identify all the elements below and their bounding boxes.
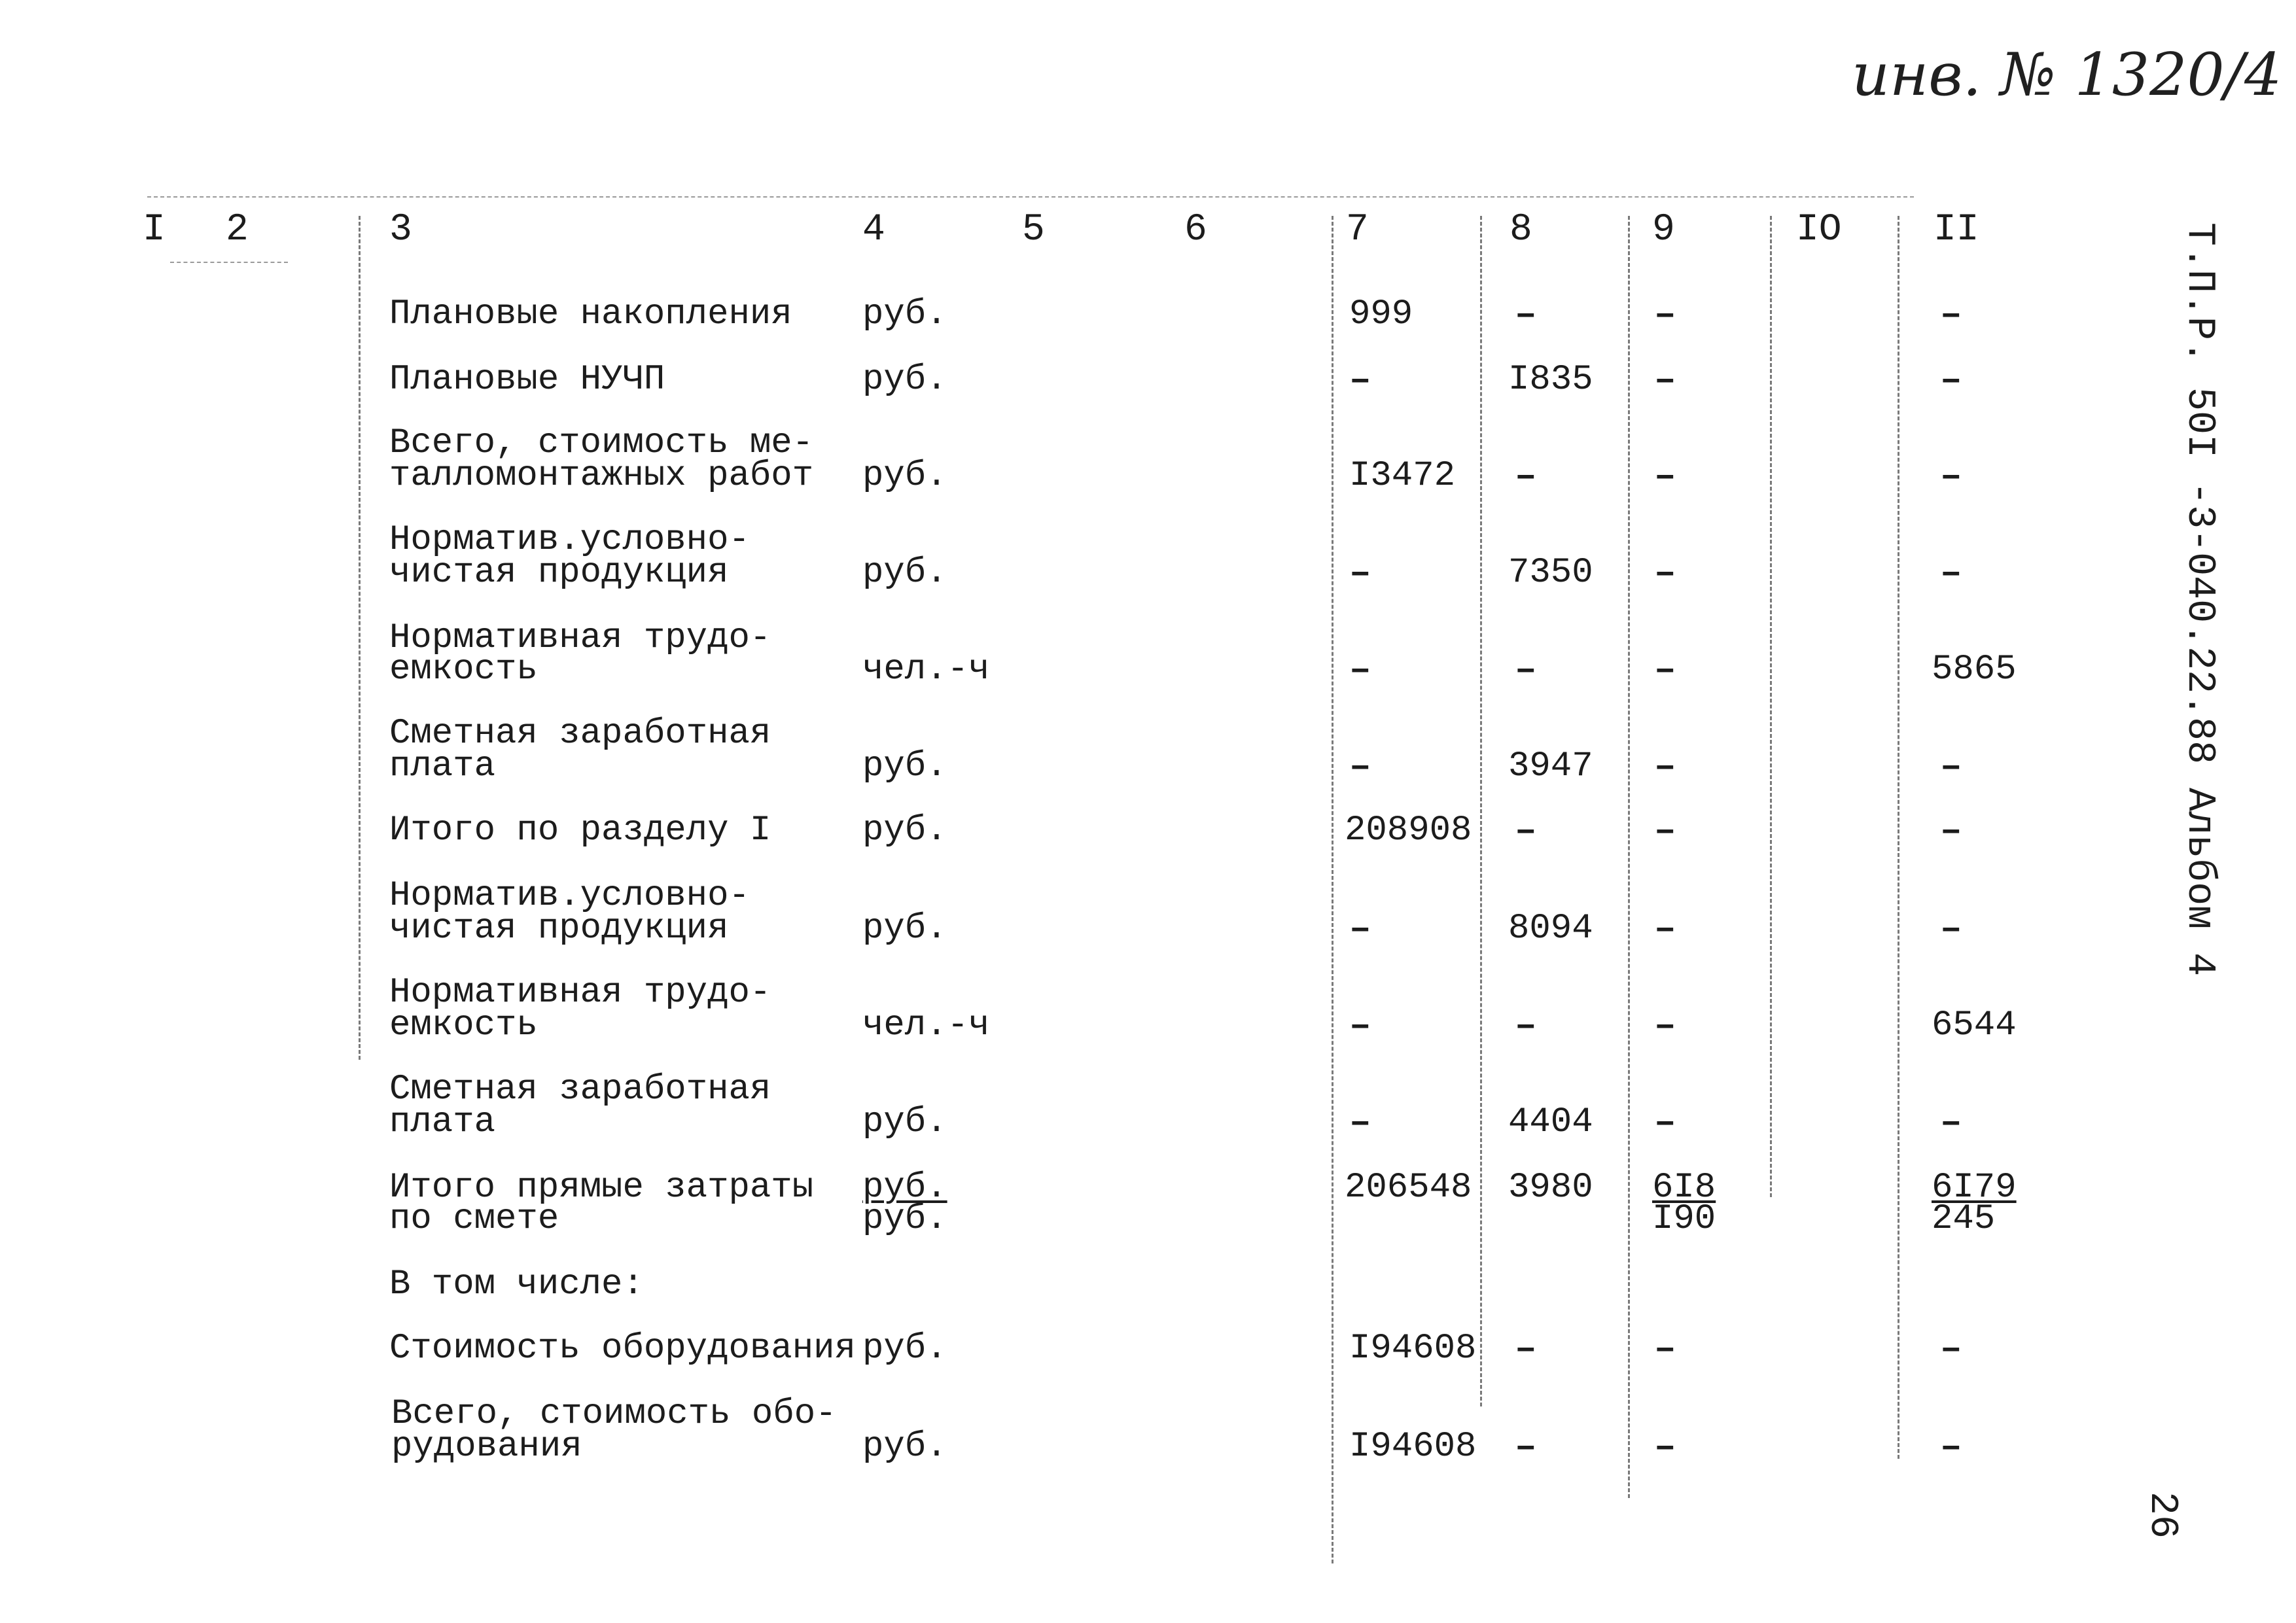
- row-name: емкость: [389, 1005, 538, 1045]
- row-value-col9: –: [1654, 1328, 1676, 1370]
- page-number: 26: [2140, 1492, 2184, 1539]
- row-name: Сметная заработная: [389, 1070, 771, 1109]
- column-header-3: 3: [389, 209, 412, 251]
- row-value-col11: 5865: [1932, 650, 2017, 689]
- row-value-col8: 4404: [1508, 1102, 1593, 1142]
- row-value-col7: –: [1349, 649, 1371, 691]
- row-value-col8: 3947: [1508, 746, 1593, 786]
- row-name: чистая продукция: [389, 553, 729, 593]
- row-name: Стоимость оборудования: [389, 1329, 856, 1369]
- row-value-col8: 8094: [1508, 909, 1593, 949]
- column-header-10: IO: [1796, 209, 1842, 251]
- handwritten-inventory-number: инв. № 1320/4: [1852, 41, 2282, 109]
- row-value-col7: 206548: [1345, 1168, 1472, 1208]
- row-value-col11: –: [1940, 359, 1962, 401]
- row-name: Нормативная трудо-: [389, 618, 771, 658]
- column-separator: [1898, 216, 1899, 1459]
- row-value-col9: –: [1654, 1005, 1676, 1047]
- row-name: Норматив.условно-: [389, 876, 750, 916]
- column-separator: [1770, 216, 1772, 1197]
- row-unit: руб.: [862, 294, 947, 334]
- row-unit: руб.: [862, 1199, 947, 1239]
- row-value-col9: –: [1654, 649, 1676, 691]
- row-value-col7: –: [1349, 908, 1371, 950]
- row-value-col11: –: [1940, 908, 1962, 950]
- column-separator: [1480, 216, 1482, 1406]
- row-value-col8: –: [1515, 1426, 1537, 1468]
- row-name: Всего, стоимость ме-: [389, 423, 814, 463]
- row-value-col7: –: [1349, 359, 1371, 401]
- row-unit: руб.: [862, 553, 947, 593]
- row-name: по смете: [389, 1199, 559, 1239]
- row-value-col8: 3980: [1508, 1168, 1593, 1208]
- row-value-col11: 6I79: [1932, 1168, 2017, 1208]
- row-unit: руб.: [862, 1168, 947, 1208]
- column-header-7: 7: [1346, 209, 1369, 251]
- row-value-col7: 208908: [1345, 811, 1472, 850]
- row-value-col9: –: [1654, 810, 1676, 852]
- row-value-col7: –: [1349, 746, 1371, 788]
- row-value-col8: –: [1515, 455, 1537, 497]
- column-header-4: 4: [862, 209, 885, 251]
- row-name: талломонтажных работ: [389, 456, 814, 496]
- row-value-col8: –: [1515, 810, 1537, 852]
- row-value-col7: –: [1349, 552, 1371, 594]
- row-name: рудования: [391, 1427, 582, 1467]
- row-name: Всего, стоимость обо-: [391, 1394, 837, 1434]
- row-unit: руб.: [862, 909, 947, 949]
- row-unit: руб.: [862, 1329, 947, 1369]
- column-header-1: I: [143, 209, 166, 251]
- row-unit: чел.-ч: [862, 650, 990, 689]
- row-unit: руб.: [862, 1427, 947, 1467]
- row-name: Сметная заработная: [389, 714, 771, 754]
- header-top-rule: [147, 196, 1914, 198]
- row-value-col11: –: [1940, 455, 1962, 497]
- row-name: чистая продукция: [389, 909, 729, 949]
- row-value-col7: I94608: [1349, 1427, 1477, 1467]
- row-value-col7: –: [1349, 1102, 1371, 1143]
- row-unit: руб.: [862, 811, 947, 850]
- row-name: Нормативная трудо-: [389, 973, 771, 1013]
- row-value-col9-denominator: I90: [1652, 1199, 1716, 1239]
- row-name: Плановые накопления: [389, 294, 792, 334]
- column-header-6: 6: [1184, 209, 1207, 251]
- column-header-8: 8: [1510, 209, 1532, 251]
- row-value-col11: –: [1940, 294, 1962, 336]
- row-value-col9: –: [1654, 1426, 1676, 1468]
- row-value-col11: –: [1940, 746, 1962, 788]
- row-value-col11: –: [1940, 1426, 1962, 1468]
- row-name: В том числе:: [389, 1265, 644, 1304]
- row-name: емкость: [389, 650, 538, 689]
- column-header-11: II: [1934, 209, 1979, 251]
- row-unit: руб.: [862, 360, 947, 400]
- row-value-col7: I94608: [1349, 1329, 1477, 1369]
- row-value-col8: –: [1515, 649, 1537, 691]
- row-value-col8: I835: [1508, 360, 1593, 400]
- row-value-col11: –: [1940, 810, 1962, 852]
- row-value-col8: –: [1515, 1328, 1537, 1370]
- side-document-code: Т.П.Р. 50I -3-040.22.88 Альбом 4: [2177, 222, 2221, 977]
- row-value-col9: –: [1654, 746, 1676, 788]
- row-unit: руб.: [862, 456, 947, 496]
- row-name: Итого по разделу I: [389, 811, 771, 850]
- header-sub-rule: [170, 262, 288, 263]
- row-value-col8: –: [1515, 1005, 1537, 1047]
- row-value-col7: 999: [1349, 294, 1413, 334]
- row-value-col11: –: [1940, 552, 1962, 594]
- row-name: Норматив.условно-: [389, 520, 750, 560]
- column-separator: [359, 216, 361, 1060]
- row-name: Итого прямые затраты: [389, 1168, 814, 1208]
- row-value-col9: 6I8: [1652, 1168, 1716, 1208]
- column-header-9: 9: [1652, 209, 1675, 251]
- column-separator: [1332, 216, 1333, 1563]
- column-header-5: 5: [1022, 209, 1045, 251]
- row-value-col8: 7350: [1508, 553, 1593, 593]
- row-value-col9: –: [1654, 1102, 1676, 1143]
- row-value-col11: –: [1940, 1102, 1962, 1143]
- row-value-col9: –: [1654, 908, 1676, 950]
- row-value-col7: I3472: [1349, 456, 1456, 496]
- row-unit: руб.: [862, 1102, 947, 1142]
- row-value-col7: –: [1349, 1005, 1371, 1047]
- row-unit: чел.-ч: [862, 1005, 990, 1045]
- row-value-col8: –: [1515, 294, 1537, 336]
- row-value-col9: –: [1654, 294, 1676, 336]
- row-unit: руб.: [862, 746, 947, 786]
- column-header-2: 2: [226, 209, 249, 251]
- row-value-col9: –: [1654, 455, 1676, 497]
- row-value-col11-denominator: 245: [1932, 1199, 1996, 1239]
- row-name: плата: [389, 746, 496, 786]
- row-value-col9: –: [1654, 552, 1676, 594]
- column-separator: [1628, 216, 1630, 1498]
- row-value-col11: –: [1940, 1328, 1962, 1370]
- row-name: Плановые НУЧП: [389, 360, 665, 400]
- row-value-col11: 6544: [1932, 1005, 2017, 1045]
- row-name: плата: [389, 1102, 496, 1142]
- row-value-col9: –: [1654, 359, 1676, 401]
